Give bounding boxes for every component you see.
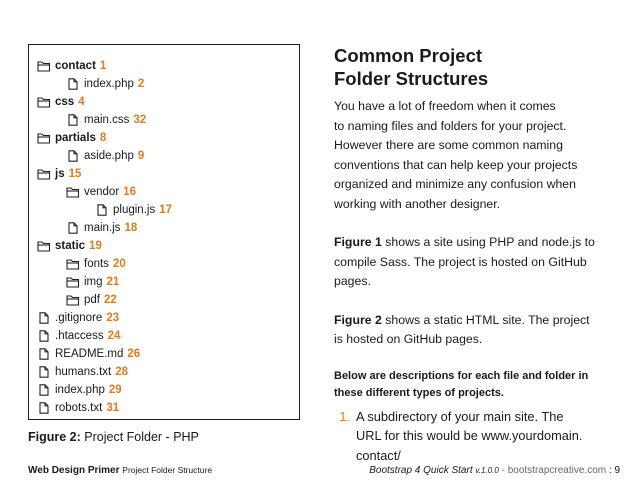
- footer-url: bootstrapcreative.com: [507, 465, 607, 476]
- footer-right: [369, 465, 620, 476]
- tree-item-number: 23: [106, 312, 120, 324]
- tree-item-number: 28: [115, 366, 129, 378]
- tree-item: [37, 381, 122, 399]
- descriptions-intro: [334, 368, 624, 402]
- folder-icon: [66, 294, 80, 306]
- tree-item-name: index.php: [84, 78, 134, 90]
- footer-series-title: Bootstrap 4 Quick Start: [369, 465, 473, 476]
- tree-item-name: .gitignore: [55, 312, 103, 324]
- tree-item-number: 18: [124, 222, 138, 234]
- folder-icon: [37, 60, 51, 72]
- intro-line: However there are some common naming: [334, 138, 563, 152]
- tree-item-number: 32: [133, 114, 147, 126]
- tree-item-number: 20: [112, 258, 126, 270]
- tree-item: [66, 255, 126, 273]
- tree-item-number: 9: [137, 150, 145, 162]
- file-icon: [37, 366, 51, 378]
- tree-item-number: 1: [99, 60, 107, 72]
- figure-2-paragraph: [334, 311, 624, 350]
- tree-item: [37, 129, 106, 147]
- tree-item-name: aside.php: [84, 150, 134, 162]
- tree-item-name: css: [55, 96, 75, 108]
- list-item-line: URL for this would be www.yourdomain.: [356, 428, 583, 443]
- list-item-line: A subdirectory of your main site. The: [356, 408, 564, 424]
- figure-1-text: shows a site using PHP and node.js to: [381, 235, 595, 249]
- figure-1-label: Figure 1: [334, 235, 382, 249]
- footer-separator: -: [498, 465, 508, 476]
- footer-colon: :: [606, 465, 615, 476]
- file-icon: [37, 402, 51, 414]
- tree-item: [66, 273, 119, 291]
- intro-line: You have a lot of freedom when it comes: [334, 99, 556, 113]
- list-number: 1.: [339, 408, 350, 424]
- tree-item-number: 21: [106, 276, 120, 288]
- tree-item-number: 15: [68, 168, 82, 180]
- file-icon: [66, 78, 80, 90]
- tree-item-name: partials: [55, 132, 96, 144]
- tree-item-number: 17: [159, 204, 172, 216]
- tree-item: [66, 183, 136, 201]
- tree-item-number: 16: [123, 186, 136, 198]
- tree-item-name: img: [84, 276, 103, 288]
- tree-item-number: 2: [137, 78, 145, 90]
- tree-item-name: main.css: [84, 114, 130, 126]
- file-icon: [66, 150, 80, 162]
- descriptions-line: these different types of projects.: [334, 386, 504, 399]
- tree-item-name: robots.txt: [55, 402, 103, 414]
- list-item-text: [356, 407, 582, 466]
- tree-item-number: 22: [104, 294, 117, 306]
- tree-item-name: index.php: [55, 384, 105, 396]
- tree-item: [37, 165, 81, 183]
- tree-item: [66, 291, 117, 309]
- page-title: [334, 44, 624, 90]
- tree-item-number: 31: [106, 402, 120, 414]
- file-icon: [37, 384, 51, 396]
- folder-icon: [37, 132, 51, 144]
- right-column: [334, 44, 624, 465]
- tree-item-number: 24: [107, 330, 121, 342]
- caption-label: Figure 2:: [28, 430, 81, 444]
- intro-line: to naming files and folders for your project.: [334, 118, 567, 133]
- tree-item: [37, 237, 102, 255]
- figure-1-text: compile Sass. The project is hosted on GitHub: [334, 254, 587, 269]
- tree-item-name: fonts: [84, 258, 109, 270]
- file-icon: [37, 330, 51, 342]
- title-line: Folder Structures: [334, 68, 489, 89]
- tree-item: [37, 57, 106, 75]
- caption-text: Project Folder - PHP: [84, 430, 199, 444]
- tree-item-name: README.md: [55, 348, 124, 360]
- figure-1-paragraph: [334, 233, 624, 292]
- folder-icon: [37, 96, 51, 108]
- tree-item: [37, 93, 85, 111]
- folder-tree-box: [28, 44, 300, 420]
- figure-2-text: is hosted on GitHub pages.: [334, 332, 483, 346]
- tree-item-name: vendor: [84, 186, 120, 198]
- footer-book-title: Web Design Primer: [28, 465, 120, 476]
- tree-item: [95, 201, 172, 219]
- intro-paragraph: [334, 97, 624, 214]
- figure-caption: [28, 430, 199, 444]
- tree-item: [37, 363, 128, 381]
- folder-icon: [37, 168, 51, 180]
- tree-item: [66, 111, 146, 129]
- intro-line: working with another designer.: [334, 196, 501, 211]
- title-line: Common Project: [334, 45, 483, 66]
- tree-item: [37, 327, 120, 345]
- folder-icon: [66, 186, 80, 198]
- footer-version: v.1.0.0: [475, 466, 499, 475]
- file-icon: [37, 348, 51, 360]
- folder-icon: [66, 276, 80, 288]
- tree-item-name: static: [55, 240, 86, 252]
- figure-1-text: pages.: [334, 274, 371, 288]
- tree-item-number: 26: [127, 348, 141, 360]
- footer-chapter: Project Folder Structure: [122, 465, 213, 475]
- tree-item-name: pdf: [84, 294, 100, 306]
- tree-item-number: 8: [99, 132, 107, 144]
- tree-item: [66, 219, 137, 237]
- intro-line: conventions that can help keep your projects: [334, 157, 578, 172]
- tree-item-name: js: [55, 168, 65, 180]
- tree-item-number: 19: [89, 240, 102, 252]
- tree-item-name: contact: [55, 60, 96, 72]
- footer-left: [28, 465, 212, 476]
- folder-icon: [37, 240, 51, 252]
- list-item: [334, 407, 624, 466]
- intro-line: organized and minimize any confusion when: [334, 177, 576, 191]
- description-list: [334, 407, 624, 466]
- tree-item: [37, 345, 140, 363]
- tree-item: [66, 75, 144, 93]
- tree-item-number: 4: [78, 96, 85, 108]
- file-icon: [95, 204, 109, 216]
- tree-item: [66, 147, 144, 165]
- tree-item-name: humans.txt: [55, 366, 112, 378]
- figure-2-text: shows a static HTML site. The project: [381, 312, 590, 327]
- list-item-line: contact/: [356, 447, 401, 463]
- figure-2-label: Figure 2: [334, 312, 382, 327]
- tree-item-name: plugin.js: [113, 204, 156, 216]
- tree-item: [37, 309, 119, 327]
- tree-item-number: 29: [108, 384, 122, 396]
- file-icon: [66, 114, 80, 126]
- folder-icon: [66, 258, 80, 270]
- tree-item-name: .htaccess: [55, 330, 104, 342]
- file-icon: [37, 312, 51, 324]
- descriptions-line: Below are descriptions for each file and folder in: [334, 369, 589, 382]
- page-number: 9: [614, 465, 620, 476]
- tree-item: [37, 399, 119, 417]
- file-icon: [66, 222, 80, 234]
- tree-item-name: main.js: [84, 222, 121, 234]
